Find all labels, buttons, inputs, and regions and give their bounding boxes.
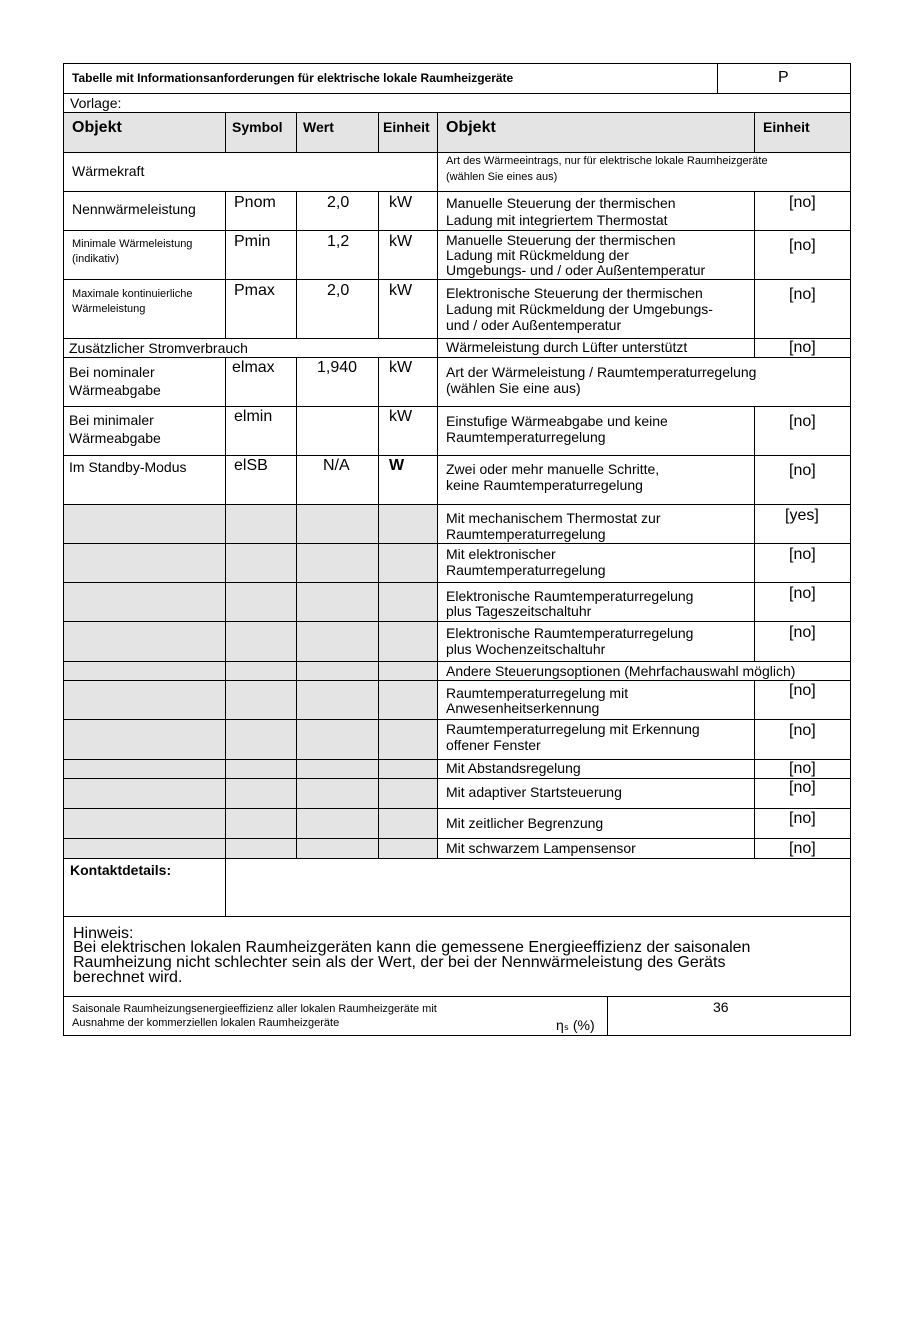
option-r4: Wärmeleistung durch Lüfter unterstützt xyxy=(437,338,755,358)
pnom-symbol-cell: Pnom xyxy=(225,191,297,231)
pmax-unit-cell: kW xyxy=(378,279,438,339)
option-r1: Manuelle Steuerung der thermischen Ladung mit integriertem Thermostat xyxy=(437,191,755,231)
elmax-unit-cell: kW xyxy=(378,357,438,407)
value-r16: [no] xyxy=(754,838,851,859)
saison-label-cell: Saisonale Raumheizungsenergieeffizienz aller lokalen Raumheizgeräte mit Ausnahme der kommerziellen lokalen Raumheizgeräte ηₛ (%) xyxy=(63,996,608,1036)
empty-grey-cell xyxy=(225,582,297,622)
value-r10: [no] xyxy=(754,621,851,662)
pnom-value-cell: 2,0 xyxy=(296,191,379,231)
empty-grey-cell xyxy=(296,661,379,681)
empty-grey-cell xyxy=(225,778,297,809)
elmin-label-cell: Bei minimaler Wärmeabgabe xyxy=(63,406,226,456)
option-r2: Manuelle Steuerung der thermischen Ladung mit Rückmeldung der Umgebungs- und / oder Außentemperatur xyxy=(437,230,755,280)
eta-symbol: ηₛ (%) xyxy=(556,1017,595,1033)
empty-grey-cell xyxy=(225,621,297,662)
value-r14: [no] xyxy=(754,778,851,809)
pmax-value-cell: 2,0 xyxy=(296,279,379,339)
table-title: Tabelle mit Informationsanforderungen für elektrische lokale Raumheizgeräte xyxy=(72,71,514,85)
empty-grey-cell xyxy=(63,661,226,681)
empty-grey-cell xyxy=(63,582,226,622)
value-r15: [no] xyxy=(754,808,851,839)
pmin-symbol-cell: Pmin xyxy=(225,230,297,280)
empty-grey-cell xyxy=(378,759,438,779)
art-waermeleistung-header: Art der Wärmeleistung / Raumtemperaturregelung (wählen Sie eine aus) xyxy=(437,357,851,407)
empty-grey-cell xyxy=(225,838,297,859)
empty-grey-cell xyxy=(296,808,379,839)
empty-grey-cell xyxy=(225,680,297,720)
value-r2: [no] xyxy=(754,230,851,280)
empty-grey-cell xyxy=(378,543,438,583)
value-r8: [no] xyxy=(754,543,851,583)
empty-grey-cell xyxy=(225,719,297,760)
value-r3: [no] xyxy=(754,279,851,339)
elmin-value-cell xyxy=(296,406,379,456)
empty-grey-cell xyxy=(225,661,297,681)
empty-grey-cell xyxy=(296,543,379,583)
option-r16: Mit schwarzem Lampensensor xyxy=(437,838,755,859)
title-right-cell xyxy=(717,63,851,94)
empty-grey-cell xyxy=(378,621,438,662)
empty-grey-cell xyxy=(378,719,438,760)
elmin-symbol-cell: elmin xyxy=(225,406,297,456)
empty-grey-cell xyxy=(296,719,379,760)
empty-grey-cell xyxy=(296,778,379,809)
option-r10: Elektronische Raumtemperaturregelung plus Wochenzeitschaltuhr xyxy=(437,621,755,662)
option-r12: Raumtemperaturregelung mit Erkennung offener Fenster xyxy=(437,719,755,760)
value-r12: [no] xyxy=(754,719,851,760)
empty-grey-cell xyxy=(63,680,226,720)
waermekraft-row: Wärmekraft xyxy=(63,152,438,192)
value-r6: [no] xyxy=(754,455,851,505)
empty-grey-cell xyxy=(296,680,379,720)
header-objekt: Objekt xyxy=(63,112,226,153)
empty-grey-cell xyxy=(225,808,297,839)
saison-value: 36 xyxy=(713,999,729,1015)
value-r7: [yes] xyxy=(754,504,851,544)
option-r3: Elektronische Steuerung der thermischen Ladung mit Rückmeldung der Umgebungs- und / oder Außentemperatur xyxy=(437,279,755,339)
header-wert: Wert xyxy=(296,112,379,153)
option-r7: Mit mechanischem Thermostat zur Raumtemperaturregelung xyxy=(437,504,755,544)
title-right: P xyxy=(778,69,789,86)
kontakt-value-cell xyxy=(225,858,851,917)
empty-grey-cell xyxy=(63,808,226,839)
empty-grey-cell xyxy=(378,582,438,622)
elmax-symbol-cell: elmax xyxy=(225,357,297,407)
empty-grey-cell xyxy=(296,838,379,859)
value-r11: [no] xyxy=(754,680,851,720)
vorlage-label: Vorlage: xyxy=(70,95,122,111)
option-r15: Mit zeitlicher Begrenzung xyxy=(437,808,755,839)
saison-value-cell xyxy=(607,996,851,1036)
option-r9: Elektronische Raumtemperaturregelung plus Tageszeitschaltuhr xyxy=(437,582,755,622)
value-r13: [no] xyxy=(754,759,851,779)
option-r14: Mit adaptiver Startsteuerung xyxy=(437,778,755,809)
empty-grey-cell xyxy=(63,543,226,583)
value-r4: [no] xyxy=(754,338,851,358)
option-r11: Raumtemperaturregelung mit Anwesenheitserkennung xyxy=(437,680,755,720)
kontakt-label-cell: Kontaktdetails: xyxy=(63,858,226,917)
elmax-label-cell: Bei nominaler Wärmeabgabe xyxy=(63,357,226,407)
hinweis-box: Hinweis: Bei elektrischen lokalen Raumheizgeräten kann die gemessene Energieeffizienz der saisonalen Raumheizung nicht schlechter sein als der Wert, der bei der Nennwärmeleistung des Geräts berechnet wird. xyxy=(63,916,851,997)
empty-grey-cell xyxy=(296,582,379,622)
elsb-symbol-cell: elSB xyxy=(225,455,297,505)
table-title-cell xyxy=(63,63,718,94)
empty-grey-cell xyxy=(63,719,226,760)
empty-grey-cell xyxy=(225,543,297,583)
art-waermeeintrag-header: Art des Wärmeeintrags, nur für elektrische lokale Raumheizgeräte (wählen Sie eines aus) xyxy=(437,152,851,192)
empty-grey-cell xyxy=(63,621,226,662)
elmax-value-cell: 1,940 xyxy=(296,357,379,407)
empty-grey-cell xyxy=(296,504,379,544)
empty-grey-cell xyxy=(63,759,226,779)
value-r5: [no] xyxy=(754,406,851,456)
elsb-value-cell: N/A xyxy=(296,455,379,505)
header-einheit: Einheit xyxy=(378,112,438,153)
header-einheit-right: Einheit xyxy=(754,112,851,153)
empty-grey-cell xyxy=(378,661,438,681)
empty-grey-cell xyxy=(63,778,226,809)
pmin-unit-cell: kW xyxy=(378,230,438,280)
value-r1: [no] xyxy=(754,191,851,231)
elmin-unit-cell: kW xyxy=(378,406,438,456)
stromverbrauch-row: Zusätzlicher Stromverbrauch xyxy=(63,338,438,358)
value-r9: [no] xyxy=(754,582,851,622)
option-r13: Mit Abstandsregelung xyxy=(437,759,755,779)
empty-grey-cell xyxy=(378,778,438,809)
pmax-symbol-cell: Pmax xyxy=(225,279,297,339)
empty-grey-cell xyxy=(296,621,379,662)
pnom-label-cell: Nennwärmeleistung xyxy=(63,191,226,231)
pmax-label-cell: Maximale kontinuierliche Wärmeleistung xyxy=(63,279,226,339)
empty-grey-cell xyxy=(378,680,438,720)
empty-grey-cell xyxy=(378,838,438,859)
vorlage-cell xyxy=(63,93,851,113)
elsb-unit-cell: W xyxy=(378,455,438,505)
elsb-label-cell: Im Standby-Modus xyxy=(63,455,226,505)
pmin-label-cell: Minimale Wärmeleistung (indikativ) xyxy=(63,230,226,280)
empty-grey-cell xyxy=(63,504,226,544)
empty-grey-cell xyxy=(378,808,438,839)
andere-steuerung-header: Andere Steuerungsoptionen (Mehrfachauswahl möglich) xyxy=(437,661,851,681)
option-r8: Mit elektronischer Raumtemperaturregelung xyxy=(437,543,755,583)
pmin-value-cell: 1,2 xyxy=(296,230,379,280)
empty-grey-cell xyxy=(296,759,379,779)
hinweis-title: Hinweis: xyxy=(73,925,134,942)
empty-grey-cell xyxy=(378,504,438,544)
header-symbol: Symbol xyxy=(225,112,297,153)
pnom-unit-cell: kW xyxy=(378,191,438,231)
header-objekt-right: Objekt xyxy=(437,112,755,153)
empty-grey-cell xyxy=(225,759,297,779)
option-r6: Zwei oder mehr manuelle Schritte, keine Raumtemperaturregelung xyxy=(437,455,755,505)
empty-grey-cell xyxy=(63,838,226,859)
option-r5: Einstufige Wärmeabgabe und keine Raumtemperaturregelung xyxy=(437,406,755,456)
empty-grey-cell xyxy=(225,504,297,544)
